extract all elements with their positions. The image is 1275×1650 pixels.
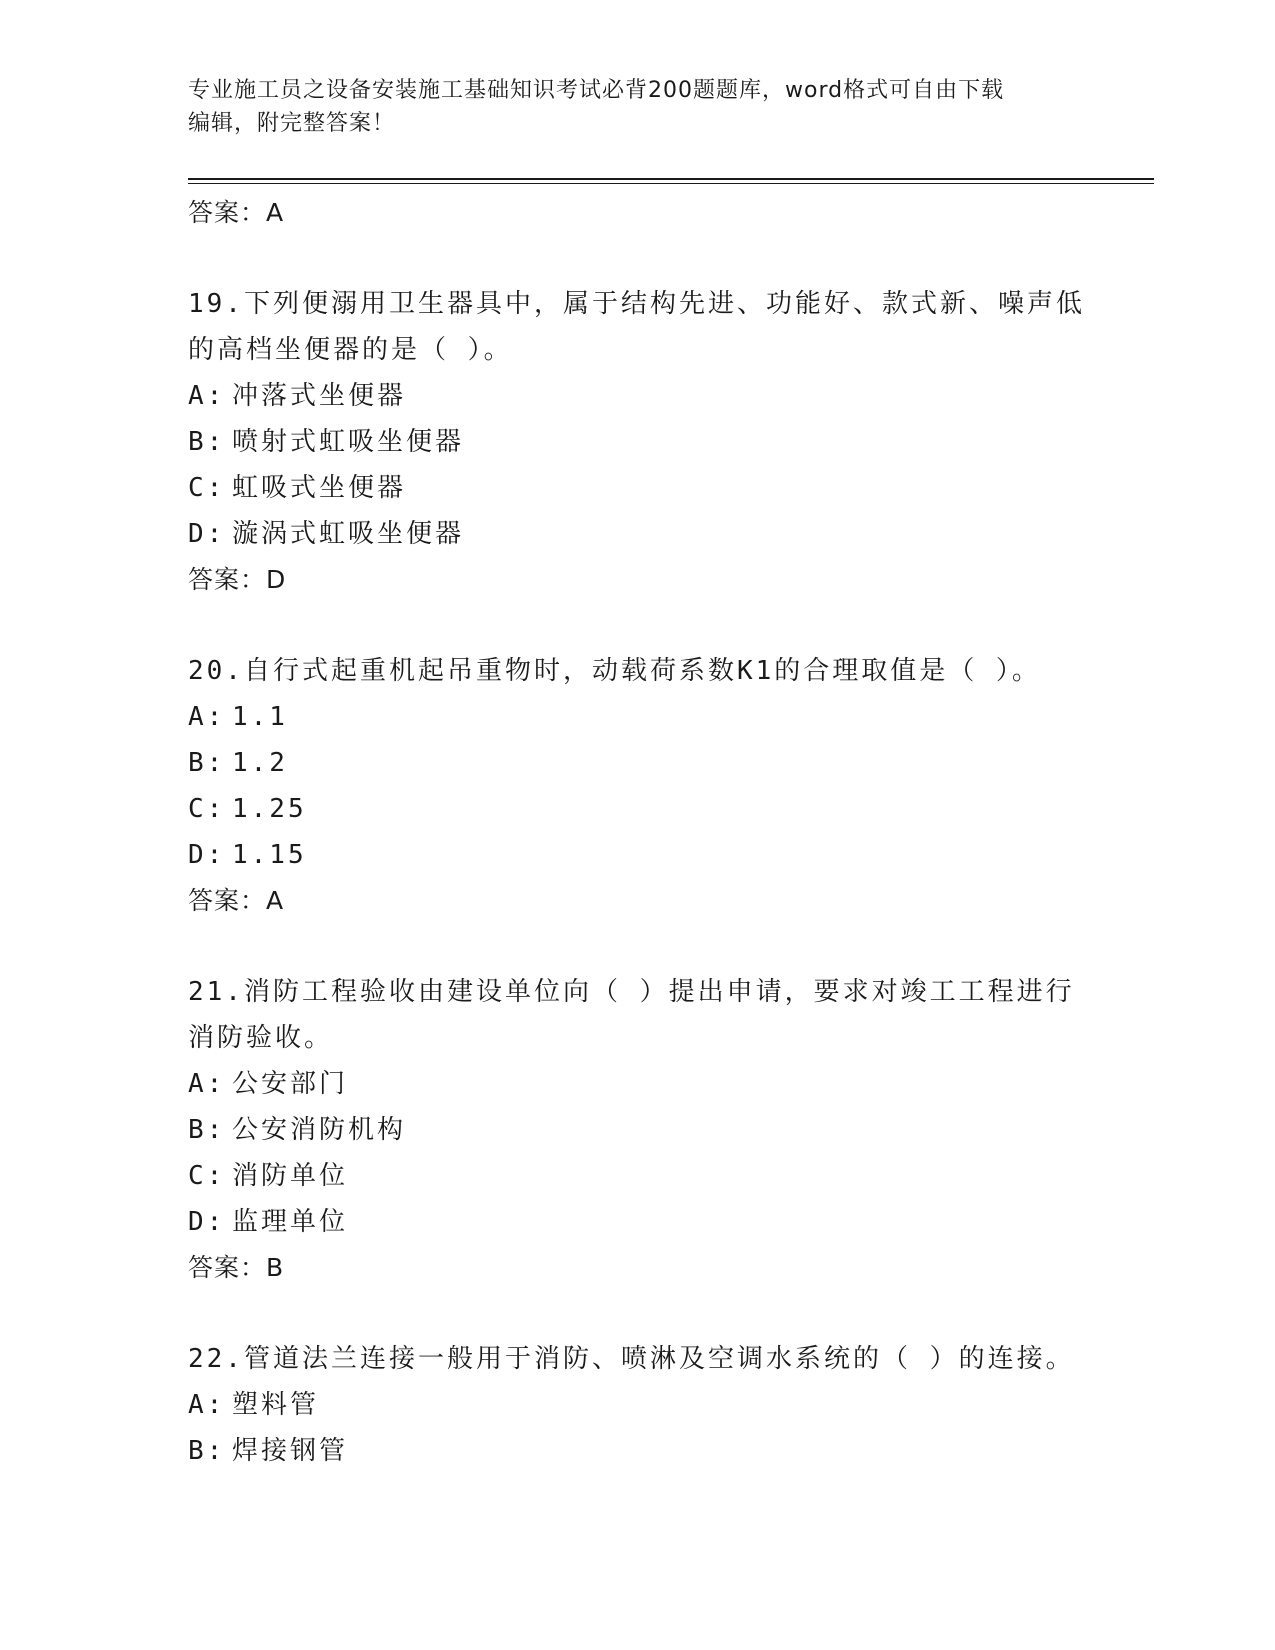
option-text: 1.15	[232, 840, 307, 870]
option-label: B:	[188, 1115, 226, 1145]
option-label: D:	[188, 840, 226, 870]
option-label: D:	[188, 1207, 226, 1237]
option-label: A:	[188, 381, 226, 411]
option-b	[188, 1107, 1088, 1153]
option-label: C:	[188, 794, 226, 824]
option-d	[188, 1199, 1088, 1245]
question-21	[188, 969, 1088, 1290]
option-b	[188, 419, 1088, 465]
option-text: 1.1	[232, 702, 288, 732]
document-header	[188, 74, 1088, 140]
option-text: 监理单位	[232, 1207, 349, 1237]
option-label: C:	[188, 473, 226, 503]
spacer	[188, 602, 1088, 648]
option-c	[188, 786, 1088, 832]
option-a	[188, 1061, 1088, 1107]
option-b	[188, 740, 1088, 786]
option-a	[188, 1382, 1088, 1428]
question-stem-line: 19.下列便溺用卫生器具中，属于结构先进、功能好、款式新、噪声低	[188, 289, 1085, 319]
option-label: B:	[188, 748, 226, 778]
option-label: B:	[188, 427, 226, 457]
question-20	[188, 648, 1088, 923]
header-line-2: 编辑，附完整答案！	[188, 111, 396, 136]
header-divider-thick	[188, 178, 1154, 180]
option-c	[188, 465, 1088, 511]
option-d	[188, 832, 1088, 878]
option-a	[188, 694, 1088, 740]
option-text: 漩涡式虹吸坐便器	[232, 519, 465, 549]
option-text: 冲落式坐便器	[232, 381, 407, 411]
option-label: B:	[188, 1436, 226, 1466]
option-text: 公安部门	[232, 1069, 349, 1099]
option-text: 塑料管	[232, 1390, 320, 1420]
answer: 答案：B	[188, 1253, 285, 1282]
option-label: C:	[188, 1161, 226, 1191]
question-stem-line: 20.自行式起重机起吊重物时，动载荷系数K1的合理取值是（ ）。	[188, 656, 1041, 686]
option-text: 公安消防机构	[232, 1115, 407, 1145]
option-c	[188, 1153, 1088, 1199]
question-list	[188, 190, 1088, 1474]
spacer	[188, 923, 1088, 969]
question-stem-line: 消防验收。	[188, 1023, 334, 1053]
question-19	[188, 281, 1088, 602]
option-text: 1.2	[232, 748, 288, 778]
header-line-1: 专业施工员之设备安装施工基础知识考试必背200题题库，word格式可自由下载	[188, 78, 1005, 103]
previous-answer: 答案：A	[188, 198, 285, 227]
option-text: 焊接钢管	[232, 1436, 349, 1466]
spacer	[188, 235, 1088, 281]
option-b	[188, 1428, 1088, 1474]
header-divider-thin	[188, 183, 1154, 184]
question-stem-line: 22.管道法兰连接一般用于消防、喷淋及空调水系统的（ ）的连接。	[188, 1344, 1075, 1374]
option-label: A:	[188, 1069, 226, 1099]
option-text: 虹吸式坐便器	[232, 473, 407, 503]
question-22	[188, 1336, 1088, 1474]
option-label: D:	[188, 519, 226, 549]
option-d	[188, 511, 1088, 557]
spacer	[188, 1290, 1088, 1336]
answer: 答案：D	[188, 565, 287, 594]
option-text: 1.25	[232, 794, 307, 824]
option-text: 喷射式虹吸坐便器	[232, 427, 465, 457]
answer: 答案：A	[188, 886, 285, 915]
option-a	[188, 373, 1088, 419]
option-label: A:	[188, 702, 226, 732]
question-stem-line: 21.消防工程验收由建设单位向（ ）提出申请，要求对竣工工程进行	[188, 977, 1075, 1007]
question-stem-line: 的高档坐便器的是（ ）。	[188, 335, 513, 365]
option-text: 消防单位	[232, 1161, 349, 1191]
option-label: A:	[188, 1390, 226, 1420]
